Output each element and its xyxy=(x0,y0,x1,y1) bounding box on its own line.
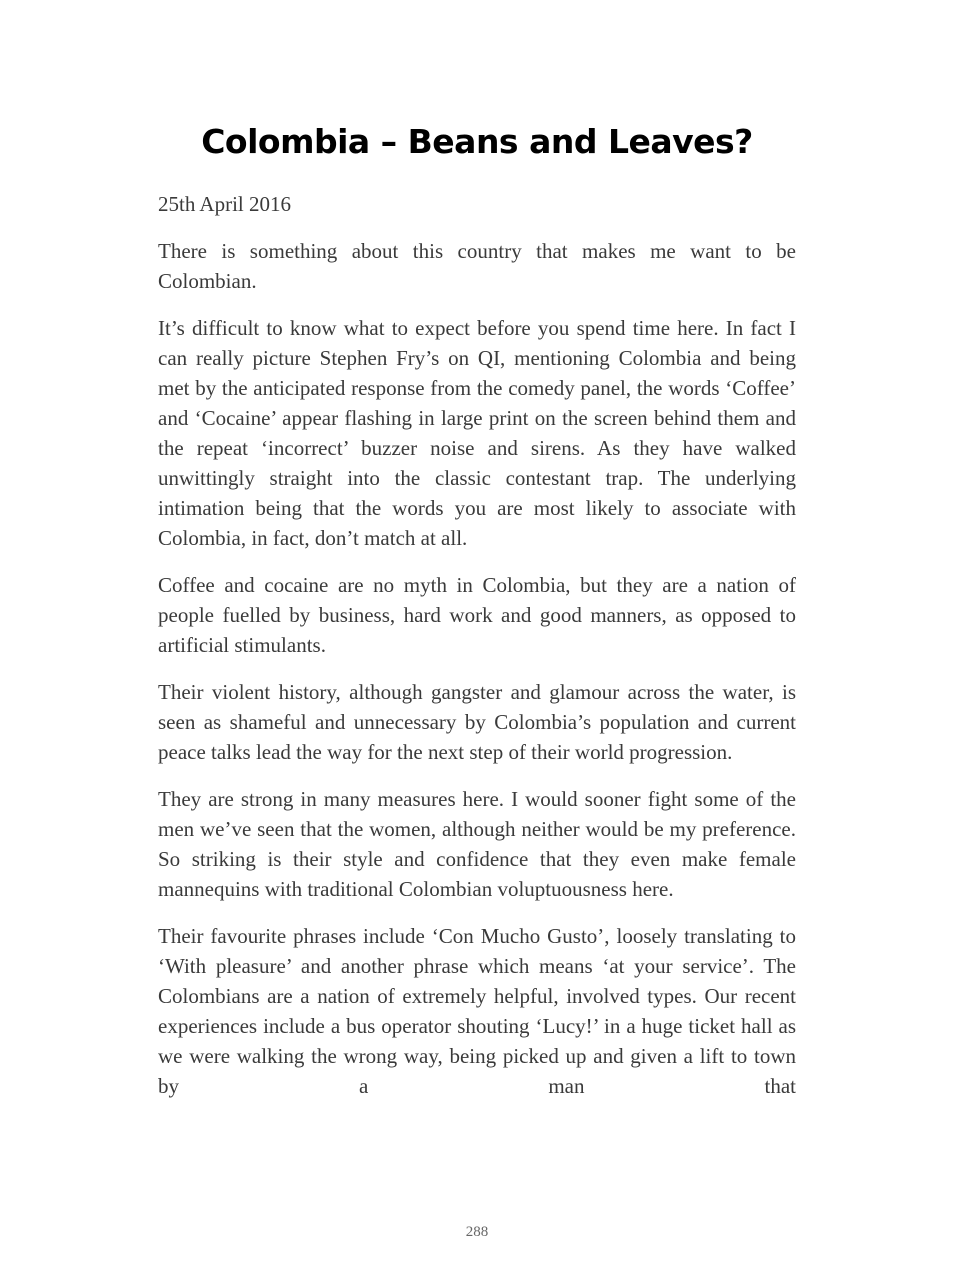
page-number: 288 xyxy=(465,1224,489,1240)
page-title: Colombia – Beans and Leaves? xyxy=(201,122,753,161)
paragraph-3: Coffee and cocaine are no myth in Colombia, but they are a nation of people fuelled by business, hard work and good manners, as opposed to artificial stimulants. xyxy=(158,573,796,657)
paragraph-5: They are strong in many measures here. I would sooner fight some of the men we’ve seen that the women, although neither would be my preference. So striking is their style and confidence that they even make female mannequins with traditional Colombian voluptuousness here. xyxy=(158,787,796,901)
paragraph-6: Their favourite phrases include ‘Con Mucho Gusto’, loosely translating to ‘With pleasure’ and another phrase which means ‘at your service’. The Colombians are a nation of extremely helpful, involved types. Our recent experiences include a bus operator shouting ‘Lucy!’ in a huge ticket hall as we were walking the wrong way, being picked up and given a lift to town by a man that xyxy=(158,924,796,1098)
article-date: 25th April 2016 xyxy=(158,192,292,216)
paragraph-1: There is something about this country that makes me want to be Colombian. xyxy=(158,239,796,293)
paragraph-2: It’s difficult to know what to expect before you spend time here. In fact I can really picture Stephen Fry’s on QI, mentioning Colombia and being met by the anticipated response from the comedy panel, the words ‘Coffee’ and ‘Cocaine’ appear flashing in large print on the screen behind them and the repeat ‘incorrect’ buzzer noise and sirens. As they have walked unwittingly straight into the classic contestant trap. The underlying intimation being that the words you are most likely to associate with Colombia, in fact, don’t match at all. xyxy=(158,316,796,550)
article-body xyxy=(158,189,796,1101)
paragraph-4: Their violent history, although gangster and glamour across the water, is seen as shameful and unnecessary by Colombia’s population and current peace talks lead the way for the next step of their world progression. xyxy=(158,680,796,764)
